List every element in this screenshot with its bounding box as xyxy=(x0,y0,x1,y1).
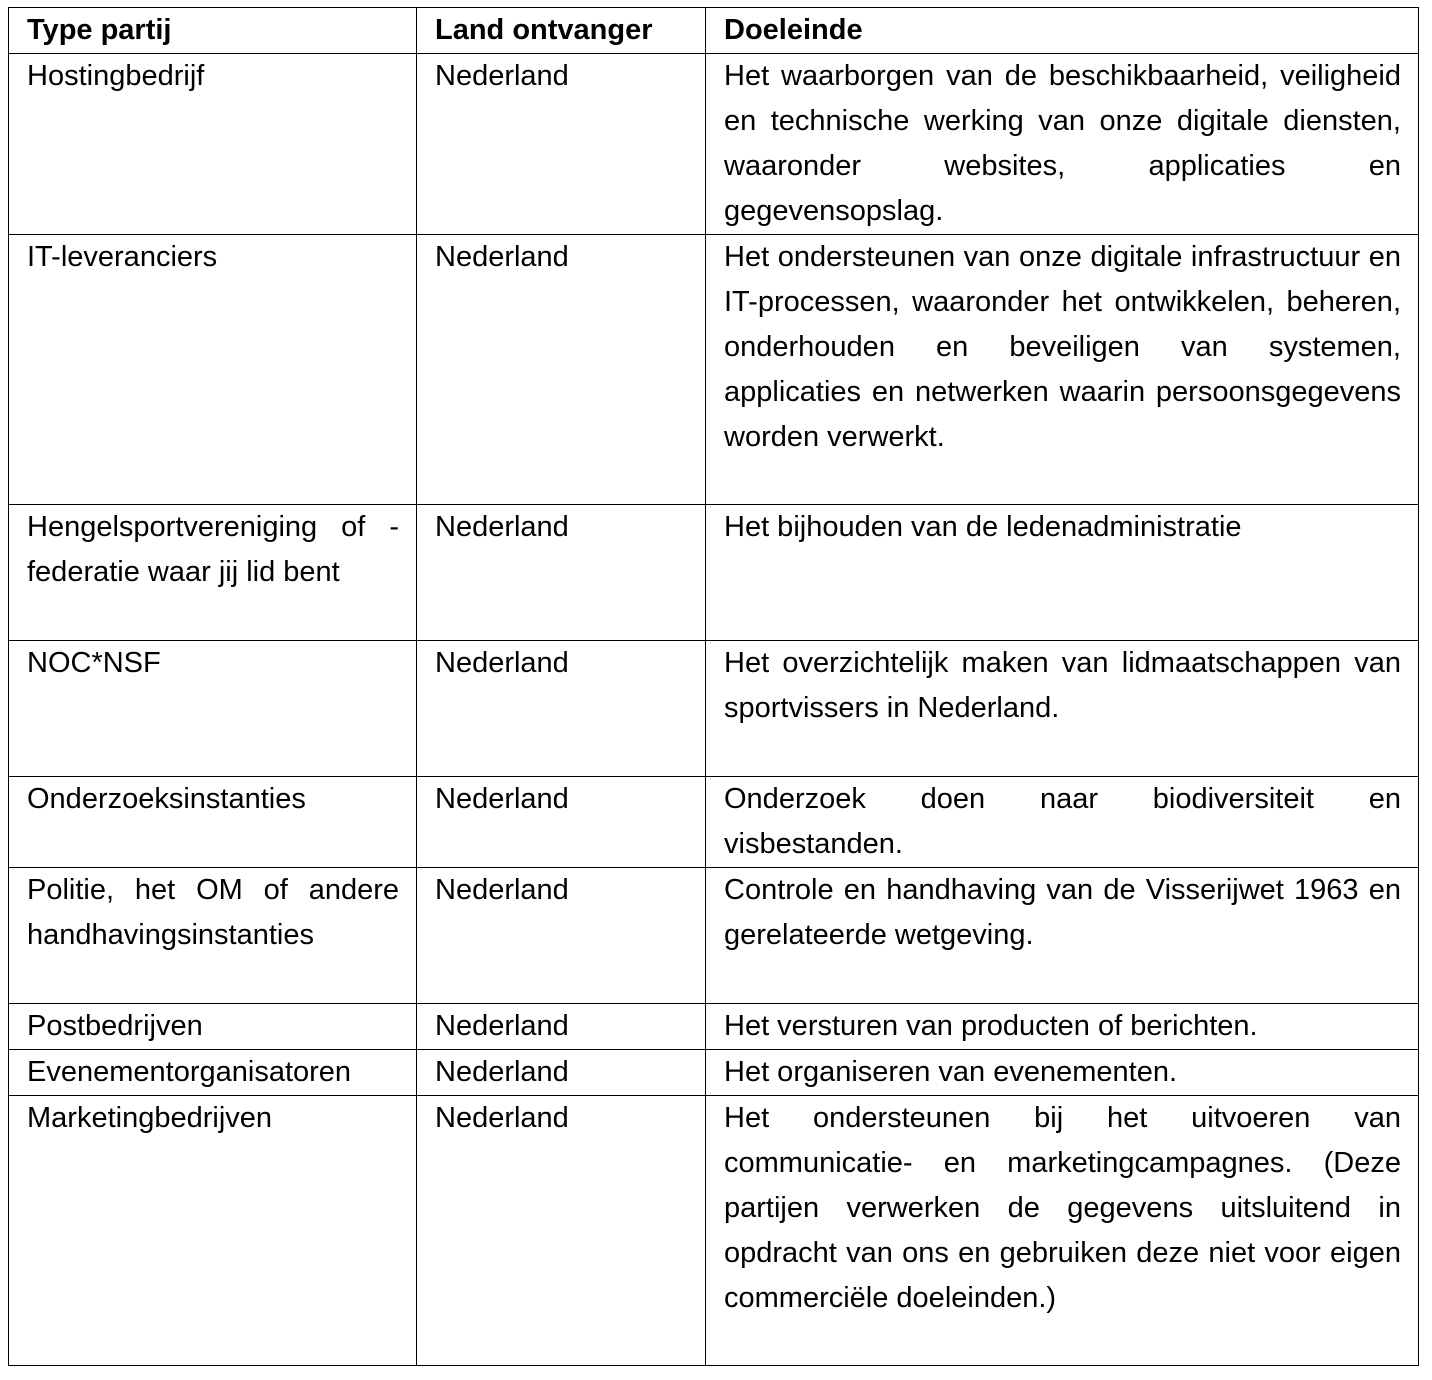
cell-type-partij: Postbedrijven xyxy=(9,1004,417,1050)
cell-doeleinde: Het waarborgen van de beschikbaarheid, veiligheid en technische werking van onze digitale diensten, waaronder websites, applicaties en gegevensopslag. xyxy=(706,54,1419,235)
cell-doeleinde: Het overzichtelijk maken van lidmaatschappen van sportvissers in Nederland. xyxy=(706,641,1419,777)
cell-type-partij: IT-leveranciers xyxy=(9,235,417,505)
cell-doeleinde: Het ondersteunen van onze digitale infrastructuur en IT-processen, waaronder het ontwikkelen, beheren, onderhouden en beveiligen van systemen, applicaties en netwerken waarin persoonsgegevens worden verwerkt. xyxy=(706,235,1419,505)
cell-land-ontvanger: Nederland xyxy=(417,235,706,505)
table-row xyxy=(9,505,1419,641)
table-row xyxy=(9,641,1419,777)
table-row xyxy=(9,1050,1419,1096)
cell-doeleinde: Onderzoek doen naar biodiversiteit en visbestanden. xyxy=(706,777,1419,868)
table-header-row xyxy=(9,8,1419,54)
cell-type-partij: NOC*NSF xyxy=(9,641,417,777)
header-doeleinde: Doeleinde xyxy=(706,8,1419,54)
table-row xyxy=(9,235,1419,505)
cell-type-partij: Onderzoeksinstanties xyxy=(9,777,417,868)
recipients-table xyxy=(8,7,1419,1366)
cell-land-ontvanger: Nederland xyxy=(417,868,706,1004)
table-row xyxy=(9,54,1419,235)
cell-land-ontvanger: Nederland xyxy=(417,1096,706,1366)
cell-doeleinde: Het bijhouden van de ledenadministratie xyxy=(706,505,1419,641)
header-land-ontvanger: Land ontvanger xyxy=(417,8,706,54)
cell-land-ontvanger: Nederland xyxy=(417,641,706,777)
cell-land-ontvanger: Nederland xyxy=(417,1004,706,1050)
cell-land-ontvanger: Nederland xyxy=(417,505,706,641)
table-row xyxy=(9,777,1419,868)
cell-land-ontvanger: Nederland xyxy=(417,1050,706,1096)
cell-type-partij: Hengelsportvereniging of -federatie waar jij lid bent xyxy=(9,505,417,641)
cell-doeleinde: Het organiseren van evenementen. xyxy=(706,1050,1419,1096)
cell-type-partij: Hostingbedrijf xyxy=(9,54,417,235)
cell-type-partij: Evenementorganisatoren xyxy=(9,1050,417,1096)
table-row xyxy=(9,1096,1419,1366)
cell-doeleinde: Het ondersteunen bij het uitvoeren van communicatie- en marketingcampagnes. (Deze partijen verwerken de gegevens uitsluitend in opdracht van ons en gebruiken deze niet voor eigen commerciële doeleinden.) xyxy=(706,1096,1419,1366)
header-type-partij: Type partij xyxy=(9,8,417,54)
cell-land-ontvanger: Nederland xyxy=(417,777,706,868)
cell-doeleinde: Controle en handhaving van de Visserijwet 1963 en gerelateerde wetgeving. xyxy=(706,868,1419,1004)
cell-land-ontvanger: Nederland xyxy=(417,54,706,235)
table-row xyxy=(9,1004,1419,1050)
cell-type-partij: Marketingbedrijven xyxy=(9,1096,417,1366)
cell-type-partij: Politie, het OM of andere handhavingsinstanties xyxy=(9,868,417,1004)
table-row xyxy=(9,868,1419,1004)
cell-doeleinde: Het versturen van producten of berichten. xyxy=(706,1004,1419,1050)
